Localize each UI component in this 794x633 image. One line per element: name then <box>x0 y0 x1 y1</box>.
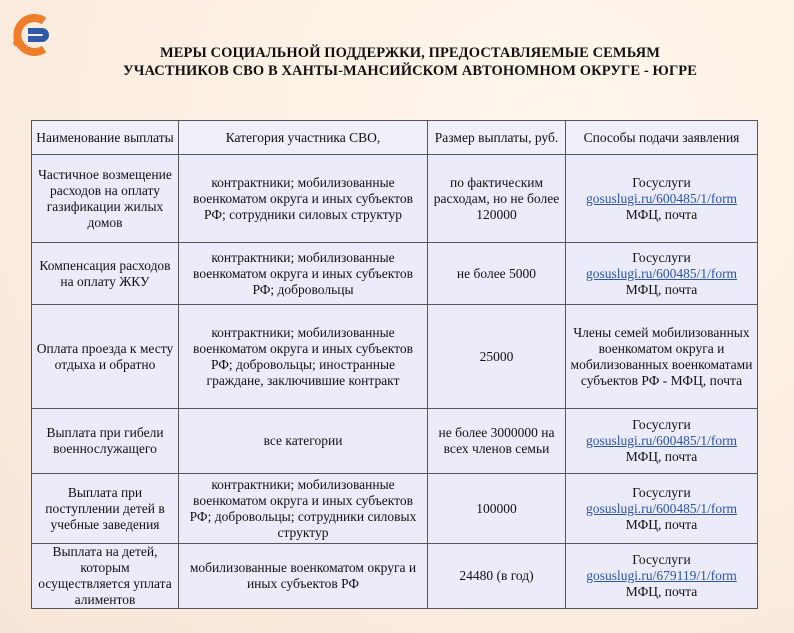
gosuslugi-link[interactable]: gosuslugi.ru/600485/1/form <box>585 265 738 281</box>
row-amount-cell: не более 3000000 на всех членов семьи <box>428 409 566 474</box>
support-measures-table <box>31 120 758 609</box>
header-category: Категория участника СВО, <box>179 121 428 155</box>
row-method-cell <box>566 474 758 544</box>
table-row <box>32 409 758 474</box>
gosuslugi-link[interactable]: gosuslugi.ru/600485/1/form <box>585 433 738 448</box>
table-header-row <box>32 121 758 155</box>
row-amount-cell: 25000 <box>428 305 566 409</box>
row-method-cell <box>566 243 758 305</box>
row-category-cell: мобилизованные военкоматом округа и иных субъектов РФ <box>179 544 428 609</box>
logo-icon <box>8 9 60 61</box>
table-row <box>32 305 758 409</box>
row-amount-cell: 100000 <box>428 474 566 544</box>
header-amount: Размер выплаты, руб. <box>428 121 566 155</box>
table-row <box>32 474 758 544</box>
method-text: Члены семей мобилизованных военкоматом округа и мобилизованных военкоматами субъектов РФ - МФЦ, почта <box>570 324 753 388</box>
method-alt-text: МФЦ, почта <box>625 281 698 297</box>
gosuslugi-link[interactable]: gosuslugi.ru/600485/1/form <box>585 500 738 516</box>
row-method-cell <box>566 544 758 609</box>
row-name-cell: Компенсация расходов на оплату ЖКУ <box>32 243 179 305</box>
method-alt-text: МФЦ, почта <box>625 516 698 532</box>
row-name-cell: Выплата при поступлении детей в учебные заведения <box>32 474 179 544</box>
title-line-2: УЧАСТНИКОВ СВО В ХАНТЫ-МАНСИЙСКОМ АВТОНОМНОМ ОКРУГЕ - ЮГРЕ <box>122 63 698 79</box>
gosuslugi-link[interactable]: gosuslugi.ru/679119/1/form <box>586 568 737 583</box>
row-name-cell: Выплата при гибели военнослужащего <box>32 409 179 474</box>
method-text: Госуслуги <box>632 417 691 432</box>
method-alt-text: МФЦ, почта <box>625 206 698 222</box>
row-method-cell <box>566 305 758 409</box>
row-category-cell: контрактники; мобилизованные военкоматом округа и иных субъектов РФ; добровольцы; иностранные граждане, заключившие контракт <box>179 305 428 409</box>
row-category-cell: контрактники; мобилизованные военкоматом округа и иных субъектов РФ; сотрудники силовых структур <box>179 155 428 243</box>
table-row <box>32 243 758 305</box>
method-text: Госуслуги <box>632 249 691 265</box>
row-category-cell: контрактники; мобилизованные военкоматом округа и иных субъектов РФ; добровольцы <box>179 243 428 305</box>
row-amount-cell: 24480 (в год) <box>428 544 566 609</box>
gosuslugi-link[interactable]: gosuslugi.ru/600485/1/form <box>585 190 738 206</box>
method-alt-text: МФЦ, почта <box>625 449 698 464</box>
header-method: Способы подачи заявления <box>566 121 758 155</box>
row-method-cell <box>566 409 758 474</box>
method-text: Госуслуги <box>632 484 691 500</box>
row-name-cell: Частичное возмещение расходов на оплату газификации жилых домов <box>32 155 179 243</box>
row-amount-cell: по фактическим расходам, но не более 120000 <box>428 155 566 243</box>
method-text: Госуслуги <box>632 552 691 567</box>
table-row <box>32 155 758 243</box>
row-amount-cell: не более 5000 <box>428 243 566 305</box>
row-name-cell: Оплата проезда к месту отдыха и обратно <box>32 305 179 409</box>
row-category-cell: контрактники; мобилизованные военкоматом округа и иных субъектов РФ; добровольцы; сотрудники силовых структур <box>179 474 428 544</box>
method-alt-text: МФЦ, почта <box>625 584 698 599</box>
title-line-1: МЕРЫ СОЦИАЛЬНОЙ ПОДДЕРЖКИ, ПРЕДОСТАВЛЯЕМЫЕ СЕМЬЯМ <box>159 45 660 61</box>
method-text: Госуслуги <box>632 174 691 190</box>
table-row <box>32 544 758 609</box>
row-method-cell <box>566 155 758 243</box>
row-name-cell: Выплата на детей, которым осуществляется уплата алиментов <box>32 544 179 609</box>
row-category-cell: все категории <box>179 409 428 474</box>
page-title <box>60 44 760 80</box>
header-name: Наименование выплаты <box>32 121 179 155</box>
